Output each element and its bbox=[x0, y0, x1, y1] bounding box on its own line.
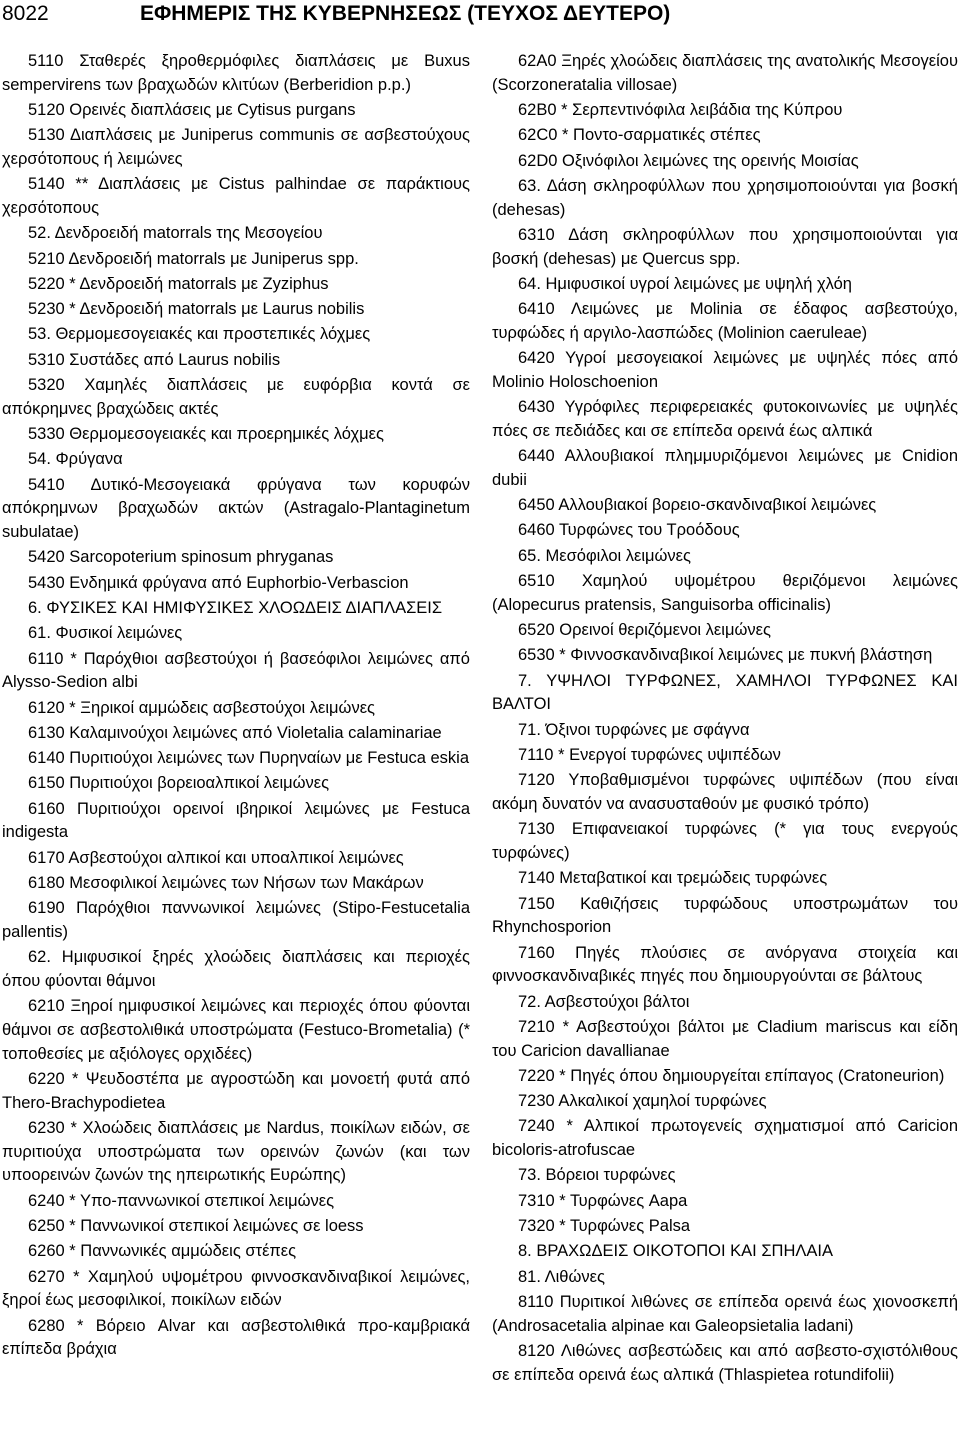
page-header bbox=[0, 0, 960, 30]
page-number: 8022 bbox=[2, 2, 49, 25]
list-item: 6220 * Ψευδοστέπα με αγροστώδη και μονοετή φυτά από Thero-Brachypodietea bbox=[2, 1070, 470, 1112]
list-item: 6410 Λειμώνες με Molinia σε έδαφος ασβεστούχο, τυρφώδες ή αργιλο-λασπώδες (Molinion caeruleae) bbox=[492, 300, 958, 342]
list-item: 6210 Ξηροί ημιφυσικοί λειμώνες και περιοχές όπου φύονται θάμνοι σε ασβεστολιθικά υποστρώματα (Festuco-Brometalia) (* τοποθεσίες με αξιόλογες ορχιδέες) bbox=[2, 997, 470, 1063]
list-item: 62. Ημιφυσικοί ξηρές χλοώδεις διαπλάσεις και περιοχές όπου φύονται θάμνοι bbox=[2, 948, 470, 991]
list-item: 6120 * Ξηρικοί αμμώδεις ασβεστούχοι λειμώνες bbox=[28, 698, 375, 717]
list-item: 6420 Υγροί μεσογειακοί λειμώνες με υψηλές πόες από Molinio Holoschoenion bbox=[492, 349, 958, 391]
list-item: 5420 Sarcopoterium spinosum phryganas bbox=[28, 548, 334, 567]
list-item: 6520 Ορεινοί θεριζόμενοι λειμώνες bbox=[518, 621, 771, 640]
list-item: 5320 Χαμηλές διαπλάσεις με ευφόρβια κοντά σε απόκρημνες βραχώδεις ακτές bbox=[2, 376, 470, 418]
list-item: 6160 Πυριτιούχοι ορεινοί ιβηρικοί λειμώνες με Festuca indigesta bbox=[2, 799, 470, 842]
list-item: 7240 * Αλπικοί πρωτογενείς σχηματισμοί από Caricion bicoloris-atrofuscae bbox=[492, 1117, 958, 1160]
list-item: 7. ΥΨΗΛΟΙ ΤΥΡΦΩΝΕΣ, ΧΑΜΗΛΟΙ ΤΥΡΦΩΝΕΣ ΚΑΙ ΒΑΛΤΟΙ bbox=[492, 671, 958, 714]
list-item: 7140 Μεταβατικοί και τρεμώδεις τυρφώνες bbox=[518, 869, 828, 888]
list-item: 6530 * Φιννοσκανδιναβικοί λειμώνες με πυκνή βλάστηση bbox=[518, 646, 933, 665]
list-item: 54. Φρύγανα bbox=[28, 450, 123, 469]
list-item: 6310 Δάση σκληροφύλλων που χρησιμοποιούνται για βοσκή (dehesas) με Quercus spp. bbox=[492, 225, 958, 268]
list-item: 65. Μεσόφιλοι λειμώνες bbox=[518, 546, 691, 565]
list-item: 62Α0 Ξηρές χλοώδεις διαπλάσεις της ανατολικής Μεσογείου (Scorzoneratalia villosae) bbox=[492, 52, 958, 94]
list-item: 7220 * Πηγές όπου δημιουργείται επίπαγος (Cratoneurion) bbox=[518, 1066, 945, 1085]
list-item: 7230 Αλκαλικοί χαμηλοί τυρφώνες bbox=[518, 1092, 767, 1111]
list-item: 5110 Σταθερές ξηροθερμόφιλες διαπλάσεις με Buxus sempervirens των βραχωδών κλιτύων (Berberidion p.p.) bbox=[2, 52, 470, 94]
list-item: 53. Θερμομεσογειακές και προστεπικές λόχμες bbox=[28, 325, 371, 344]
list-item: 6440 Αλλουβιακοί πλημμυριζόμενοι λειμώνες με Cnidion dubii bbox=[492, 447, 958, 489]
list-item: 5130 Διαπλάσεις με Juniperus communis σε ασβεστούχους χερσότοπους ή λειμώνες bbox=[2, 126, 470, 168]
list-item: 81. Λιθώνες bbox=[518, 1267, 605, 1286]
list-item: 72. Ασβεστούχοι βάλτοι bbox=[518, 992, 690, 1011]
list-item: 7310 * Τυρφώνες Aapa bbox=[518, 1191, 688, 1210]
list-item: 6130 Καλαμινούχοι λειμώνες από Violetalia calaminariae bbox=[28, 723, 442, 742]
list-item: 71. Όξινοι τυρφώνες με σφάγνα bbox=[518, 720, 750, 739]
list-item: 6510 Χαμηλού υψομέτρου θεριζόμενοι λειμώνες (Alopecurus pratensis, Sanguisorba officinalis) bbox=[492, 572, 958, 614]
list-item: 5220 * Δενδροειδή matorrals με Zyziphus bbox=[28, 274, 329, 293]
list-item: 6110 * Παρόχθιοι ασβεστούχοι ή βασεόφιλοι λειμώνες από Alysso-Sedion albi bbox=[2, 649, 470, 692]
list-item: 6180 Μεσοφιλικοί λειμώνες των Νήσων των Μακάρων bbox=[28, 874, 424, 893]
list-item: 7210 * Ασβεστούχοι βάλτοι με Cladium mariscus και είδη του Caricion davallianae bbox=[492, 1017, 958, 1060]
list-item: 8110 Πυριτικοί λιθώνες σε επίπεδα ορεινά έως χιονοσκεπή (Androsacetalia alpinae και Galeopsietalia ladani) bbox=[492, 1292, 958, 1335]
list-item: 5140 ** Διαπλάσεις με Cistus palhindae σε παράκτιους χερσότοπους bbox=[2, 175, 470, 217]
list-item: 6240 * Υπο-παννωνικοί στεπικοί λειμώνες bbox=[28, 1191, 335, 1210]
list-item: 62D0 Οξινόφιλοι λειμώνες της ορεινής Μοισίας bbox=[518, 151, 859, 170]
left-column bbox=[2, 50, 470, 1364]
list-item: 7120 Υποβαθμισμένοι τυρφώνες υψιπέδων (που είναι ακόμη δυνατόν να ανασυσταθούν με φυσικό τρόπο) bbox=[492, 771, 958, 813]
list-item: 6430 Υγρόφιλες περιφερειακές φυτοκοινωνίες με υψηλές πόες σε πεδιάδες και σε επίπεδα ορεινά έως αλπικά bbox=[492, 398, 958, 440]
list-item: 6170 Ασβεστούχοι αλπικοί και υποαλπικοί λειμώνες bbox=[28, 848, 404, 867]
list-item: 6260 * Παννωνικές αμμώδεις στέπες bbox=[28, 1242, 297, 1261]
list-item: 5230 * Δενδροειδή matorrals με Laurus nobilis bbox=[28, 300, 365, 319]
list-item: 8. ΒΡΑΧΩΔΕΙΣ ΟΙΚΟΤΟΠΟΙ ΚΑΙ ΣΠΗΛΑΙΑ bbox=[518, 1242, 833, 1261]
list-item: 5310 Συστάδες από Laurus nobilis bbox=[28, 350, 281, 369]
list-item: 7110 * Ενεργοί τυρφώνες υψιπέδων bbox=[518, 745, 781, 764]
list-item: 6270 * Χαμηλού υψομέτρου φιννοσκανδιναβικοί λειμώνες, ξηροί έως μεσοφιλικοί, ποικίλων ειδών bbox=[2, 1267, 470, 1310]
list-item: 6140 Πυριτιούχοι λειμώνες των Πυρηναίων με Festuca eskia bbox=[28, 749, 470, 768]
list-item: 6190 Παρόχθιοι παννωνικοί λειμώνες (Stipo-Festucetalia pallentis) bbox=[2, 899, 470, 942]
list-item: 6150 Πυριτιούχοι βορειοαλπικοί λειμώνες bbox=[28, 774, 330, 793]
list-item: 7130 Επιφανειακοί τυρφώνες (* για τους ενεργούς τυρφώνες) bbox=[492, 820, 958, 862]
list-item: 62C0 * Ποντο-σαρματικές στέπες bbox=[518, 126, 761, 145]
list-item: 5330 Θερμομεσογειακές και προερημικές λόχμες bbox=[28, 425, 384, 444]
list-item: 52. Δενδροειδή matorrals της Μεσογείου bbox=[28, 224, 323, 243]
list-item: 6250 * Παννωνικοί στεπικοί λειμώνες σε loess bbox=[28, 1217, 364, 1236]
gazette-title: ΕΦΗΜΕΡΙΣ ΤΗΣ ΚΥΒΕΡΝΗΣΕΩΣ (ΤΕΥΧΟΣ ΔΕΥΤΕΡΟ) bbox=[140, 2, 671, 25]
list-item: 6460 Τυρφώνες του Τροόδους bbox=[518, 521, 740, 540]
list-item: 6. ΦΥΣΙΚΕΣ ΚΑΙ ΗΜΙΦΥΣΙΚΕΣ ΧΛΟΩΔΕΙΣ ΔΙΑΠΛΑΣΕΙΣ bbox=[28, 598, 443, 617]
list-item: 7160 Πηγές πλούσιες σε ανόργανα στοιχεία και φιννοσκανδιναβικές πηγές που δημιουργούνται σε βάλτους bbox=[492, 943, 958, 986]
list-item: 7150 Καθιζήσεις τυρφώδους υποστρωμάτων του Rhynchosporion bbox=[492, 894, 958, 937]
list-item: 5410 Δυτικό-Μεσογειακά φρύγανα των κορυφών απόκρημνων βραχωδών ακτών (Astragalo-Plantaginetum subulatae) bbox=[2, 475, 470, 542]
list-item: 5120 Ορεινές διαπλάσεις με Cytisus purgans bbox=[28, 101, 356, 119]
list-item: 7320 * Τυρφώνες Palsa bbox=[518, 1217, 691, 1236]
list-item: 6280 * Βόρειο Alvar και ασβεστολιθικά προ-καμβριακά επίπεδα βράχια bbox=[2, 1316, 470, 1359]
list-item: 8120 Λιθώνες ασβεστώδεις και από ασβεστο-σχιστόλιθους σε επίπεδα ορεινά έως αλπικά (Thlaspietea rotundifolii) bbox=[492, 1341, 958, 1384]
list-item: 6450 Αλλουβιακοί βορειο-σκανδιναβικοί λειμώνες bbox=[518, 496, 877, 515]
list-item: 61. Φυσικοί λειμώνες bbox=[28, 624, 183, 643]
right-column bbox=[492, 50, 958, 1389]
list-item: 6230 * Χλοώδεις διαπλάσεις με Nardus, ποικίλων ειδών, σε πυριτιούχα υποστρώματα των ορεινών ζωνών (και των υποορεινών ζωνών της ηπειρωτικής Ευρώπης) bbox=[2, 1119, 470, 1185]
list-item: 63. Δάση σκληροφύλλων που χρησιμοποιούνται για βοσκή (dehesas) bbox=[492, 176, 958, 219]
list-item: 73. Βόρειοι τυρφώνες bbox=[518, 1166, 676, 1185]
list-item: 5430 Ενδημικά φρύγανα από Euphorbio-Verbascion bbox=[28, 573, 409, 592]
list-item: 62Β0 * Σερπεντινόφιλα λειβάδια της Κύπρου bbox=[518, 101, 843, 119]
list-item: 5210 Δενδροειδή matorrals με Juniperus spp. bbox=[28, 249, 359, 268]
list-item: 64. Ημιφυσικοί υγροί λειμώνες με υψηλή χλόη bbox=[518, 274, 852, 293]
